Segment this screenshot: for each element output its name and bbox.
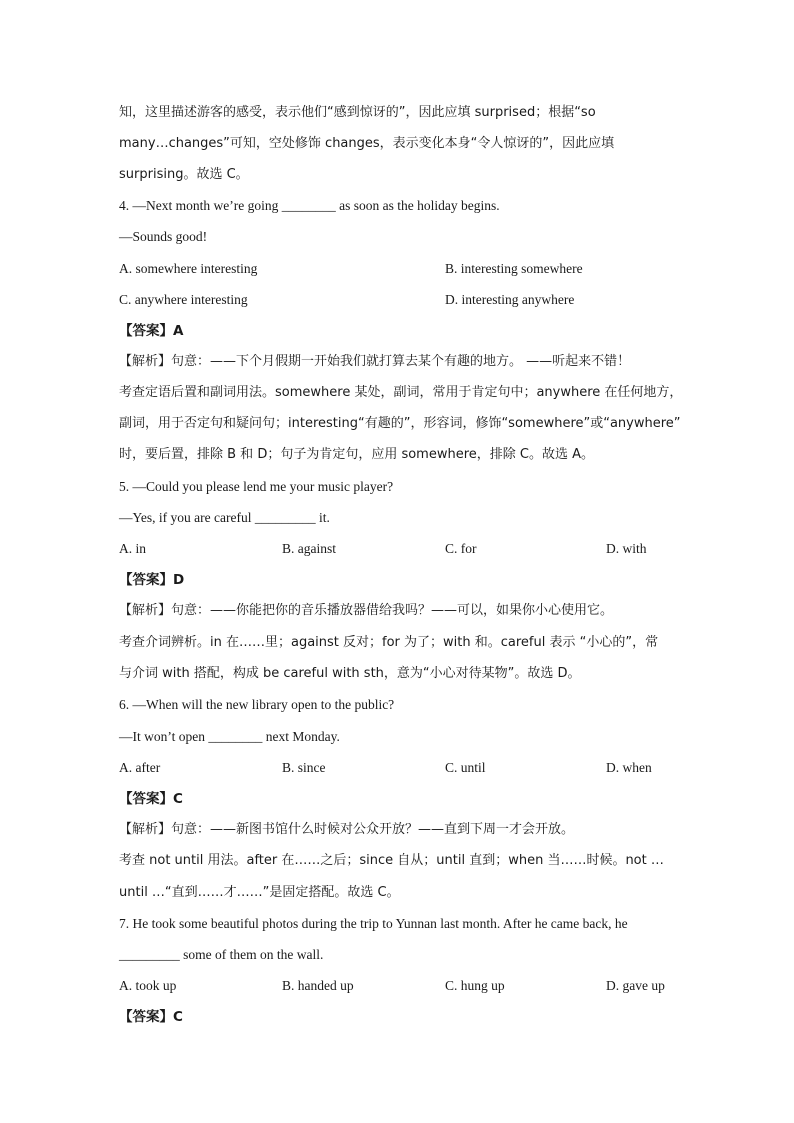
question-stem: 6. —When will the new library open to the public?	[119, 697, 395, 712]
option-c: C. hung up	[445, 978, 505, 993]
question-stem: 4. —Next month we’re going ________ as soon as the holiday begins.	[119, 198, 500, 213]
analysis-line: 考查 not until 用法。after 在……之后；since 自从；until 直到；when 当……时候。not …	[119, 853, 664, 868]
explanation-line: 知，这里描述游客的感受，表示他们“感到惊讶的”，因此应填 surprised；根据“so	[119, 105, 596, 120]
option-c: C. anywhere interesting	[119, 292, 248, 307]
option-a: A. in	[119, 541, 146, 556]
option-b: B. handed up	[282, 978, 354, 993]
analysis-line: 时，要后置，排除 B 和 D；句子为肯定句，应用 somewhere，排除 C。故选 A。	[119, 447, 595, 462]
option-d: D. interesting anywhere	[445, 292, 575, 307]
answer-label: 【答案】A	[119, 323, 184, 339]
answer-label: 【答案】C	[119, 1009, 183, 1025]
option-d: D. when	[606, 760, 652, 775]
question-reply: _________ some of them on the wall.	[119, 947, 324, 962]
explanation-line: many…changes”可知，空处修饰 changes，表示变化本身“令人惊讶的”，因此应填	[119, 136, 615, 151]
answer-label: 【答案】C	[119, 791, 183, 807]
analysis-line: 【解析】句意：——下个月假期一开始我们就打算去某个有趣的地方。 ——听起来不错！	[119, 354, 631, 369]
option-d: D. gave up	[606, 978, 665, 993]
question-stem: 5. —Could you please lend me your music player?	[119, 479, 394, 494]
analysis-line: until …“直到……才……”是固定搭配。故选 C。	[119, 885, 400, 900]
analysis-line: 【解析】句意：——你能把你的音乐播放器借给我吗？——可以，如果你小心使用它。	[119, 603, 614, 618]
analysis-line: 与介词 with 搭配，构成 be careful with sth，意为“小心对待某物”。故选 D。	[119, 666, 581, 681]
option-a: A. somewhere interesting	[119, 261, 258, 276]
question-reply: —Yes, if you are careful _________ it.	[119, 510, 330, 525]
analysis-line: 考查定语后置和副词用法。somewhere 某处，副词，常用于肯定句中；anywhere 在任何地方，	[119, 385, 683, 400]
analysis-line: 副词，用于否定句和疑问句；interesting“有趣的”，形容词，修饰“somewhere”或“anywhere”	[119, 416, 681, 431]
question-reply: —Sounds good!	[119, 229, 208, 244]
option-b: B. against	[282, 541, 336, 556]
option-d: D. with	[606, 541, 647, 556]
question-stem: 7. He took some beautiful photos during the trip to Yunnan last month. After he came back, he	[119, 916, 628, 931]
analysis-line: 考查介词辨析。in 在……里；against 反对；for 为了；with 和。careful 表示 “小心的”，常	[119, 635, 659, 650]
analysis-line: 【解析】句意：——新图书馆什么时候对公众开放？——直到下周一才会开放。	[119, 822, 575, 837]
option-b: B. since	[282, 760, 326, 775]
option-a: A. took up	[119, 978, 177, 993]
option-a: A. after	[119, 760, 161, 775]
question-reply: —It won’t open ________ next Monday.	[119, 729, 340, 744]
explanation-line: surprising。故选 C。	[119, 167, 249, 182]
option-c: C. until	[445, 760, 486, 775]
option-b: B. interesting somewhere	[445, 261, 583, 276]
answer-label: 【答案】D	[119, 572, 185, 588]
option-c: C. for	[445, 541, 477, 556]
